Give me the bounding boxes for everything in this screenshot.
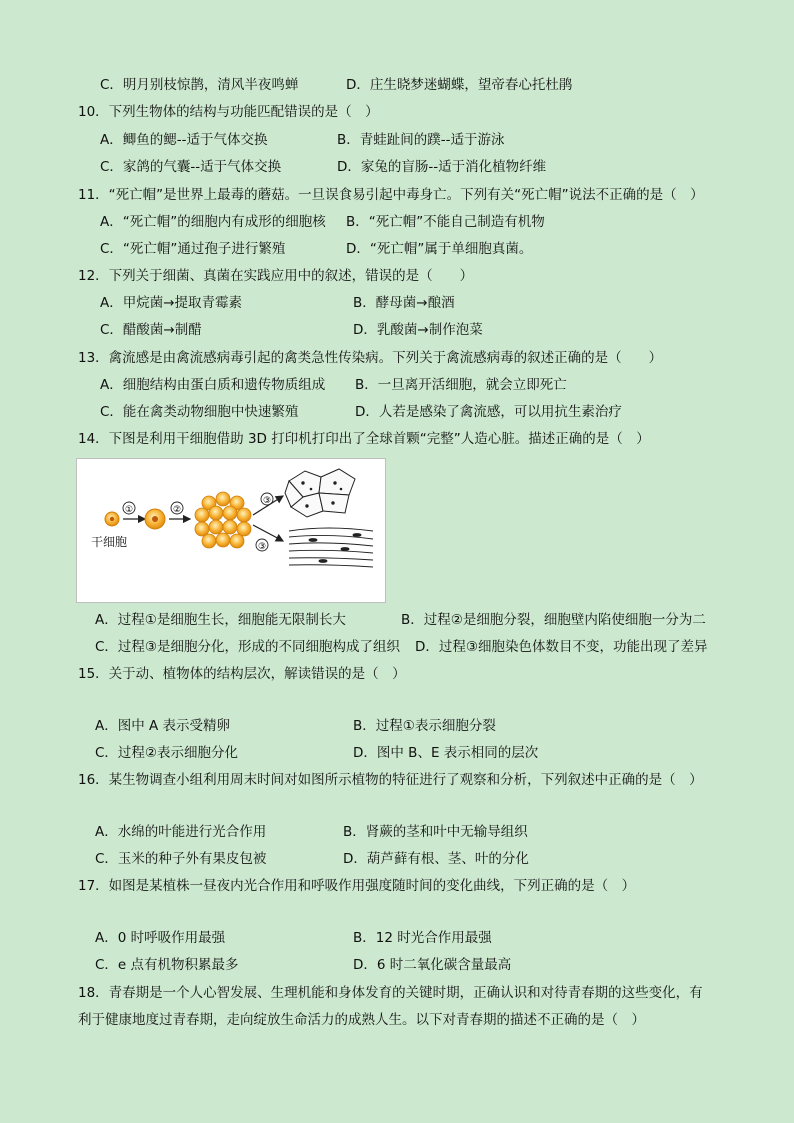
cell-cluster-icon <box>195 492 251 548</box>
q14-option-d: D．过程③细胞染色体数目不变，功能出现了差异 <box>415 639 708 655</box>
q15-option-d: D．图中 B、E 表示相同的层次 <box>353 745 539 761</box>
q15-option-a: A．图中 A 表示受精卵 <box>95 718 231 734</box>
q16-option-c: C．玉米的种子外有果皮包被 <box>95 851 267 867</box>
q10-option-b: B．青蛙趾间的蹼--适于游泳 <box>337 132 505 148</box>
q16-stem: 16．某生物调查小组利用周末时间对如图所示植物的特征进行了观察和分析，下列叙述中正确的是（ ） <box>78 772 703 788</box>
q15-stem: 15．关于动、植物体的结构层次，解读错误的是（ ） <box>78 666 406 682</box>
q12-stem: 12．下列关于细菌、真菌在实践应用中的叙述，错误的是（ ） <box>78 268 474 284</box>
q9-option-d: D．庄生晓梦迷蝴蝶，望帝春心托杜鹃 <box>346 77 573 93</box>
q13-option-d: D．人若是感染了禽流感，可以用抗生素治疗 <box>355 404 622 420</box>
q10-option-d: D．家兔的盲肠--适于消化植物纤维 <box>337 159 547 175</box>
q17-option-a: A．0 时呼吸作用最强 <box>95 930 226 946</box>
q14-option-a: A．过程①是细胞生长，细胞能无限制长大 <box>95 612 346 628</box>
q11-stem: 11．“死亡帽”是世界上最毒的蘑菇。一旦误食易引起中毒身亡。下列有关“死亡帽”说法不正确的是（ ） <box>78 187 704 203</box>
q16-option-a: A．水绵的叶能进行光合作用 <box>95 824 267 840</box>
q12-option-c: C．醋酸菌→制醋 <box>100 322 202 338</box>
step-3a-label: ③ <box>262 496 272 506</box>
grown-cell-icon <box>145 509 165 529</box>
q10-option-a: A．鲫鱼的鳃--适于气体交换 <box>100 132 268 148</box>
q12-option-b: B．酵母菌→酿酒 <box>353 295 455 311</box>
arrow-3b-icon <box>253 525 283 541</box>
q11-option-a: A．“死亡帽”的细胞内有成形的细胞核 <box>100 214 326 230</box>
q11-option-d: D．“死亡帽”属于单细胞真菌。 <box>346 241 533 257</box>
q13-option-a: A．细胞结构由蛋白质和遗传物质组成 <box>100 377 326 393</box>
q17-option-b: B．12 时光合作用最强 <box>353 930 492 946</box>
q13-option-c: C．能在禽类动物细胞中快速繁殖 <box>100 404 299 420</box>
q16-option-b: B．肾蕨的茎和叶中无输导组织 <box>343 824 528 840</box>
step-3b-label: ③ <box>257 542 267 552</box>
q15-option-c: C．过程②表示细胞分化 <box>95 745 239 761</box>
stem-cell-diagram <box>76 458 386 603</box>
q17-stem: 17．如图是某植株一昼夜内光合作用和呼吸作用强度随时间的变化曲线，下列正确的是（ ） <box>78 878 636 894</box>
q14-option-c: C．过程③是细胞分化，形成的不同细胞构成了组织 <box>95 639 401 655</box>
stem-cell-icon <box>105 512 119 526</box>
q13-option-b: B．一旦离开活细胞，就会立即死亡 <box>355 377 567 393</box>
q18-stem-line-1: 18．青春期是一个人心智发展、生理机能和身体发育的关键时期，正确认识和对待青春期的这些变化，有 <box>78 985 703 1001</box>
stem-cell-label: 干细胞 <box>91 535 128 549</box>
step-1-label: ① <box>124 505 134 515</box>
q16-option-d: D．葫芦藓有根、茎、叶的分化 <box>343 851 529 867</box>
step-2-label: ② <box>172 505 182 515</box>
q10-stem: 10．下列生物体的结构与功能匹配错误的是（ ） <box>78 104 379 120</box>
q11-option-b: B．“死亡帽”不能自己制造有机物 <box>346 214 545 230</box>
tissue-cells-icon <box>285 469 355 517</box>
muscle-tissue-icon <box>289 528 373 567</box>
q12-option-a: A．甲烷菌→提取青霉素 <box>100 295 243 311</box>
q15-option-b: B．过程①表示细胞分裂 <box>353 718 496 734</box>
q12-option-d: D．乳酸菌→制作泡菜 <box>353 322 483 338</box>
q17-option-c: C．e 点有机物积累最多 <box>95 957 239 973</box>
q13-stem: 13．禽流感是由禽流感病毒引起的禽类急性传染病。下列关于禽流感病毒的叙述正确的是（ ） <box>78 350 663 366</box>
q9-option-c: C．明月别枝惊鹊，清风半夜鸣蝉 <box>100 77 299 93</box>
q14-option-b: B．过程②是细胞分裂，细胞壁内陷使细胞一分为二 <box>401 612 706 628</box>
q18-stem-line-2: 利于健康地度过青春期，走向绽放生命活力的成熟人生。以下对青春期的描述不正确的是（ ） <box>78 1012 645 1028</box>
q10-option-c: C．家鸽的气囊--适于气体交换 <box>100 159 282 175</box>
q14-stem: 14．下图是利用干细胞借助 3D 打印机打印出了全球首颗“完整”人造心脏。描述正确的是（ ） <box>78 431 650 447</box>
q11-option-c: C．“死亡帽”通过孢子进行繁殖 <box>100 241 286 257</box>
q17-option-d: D．6 时二氧化碳含量最高 <box>353 957 512 973</box>
